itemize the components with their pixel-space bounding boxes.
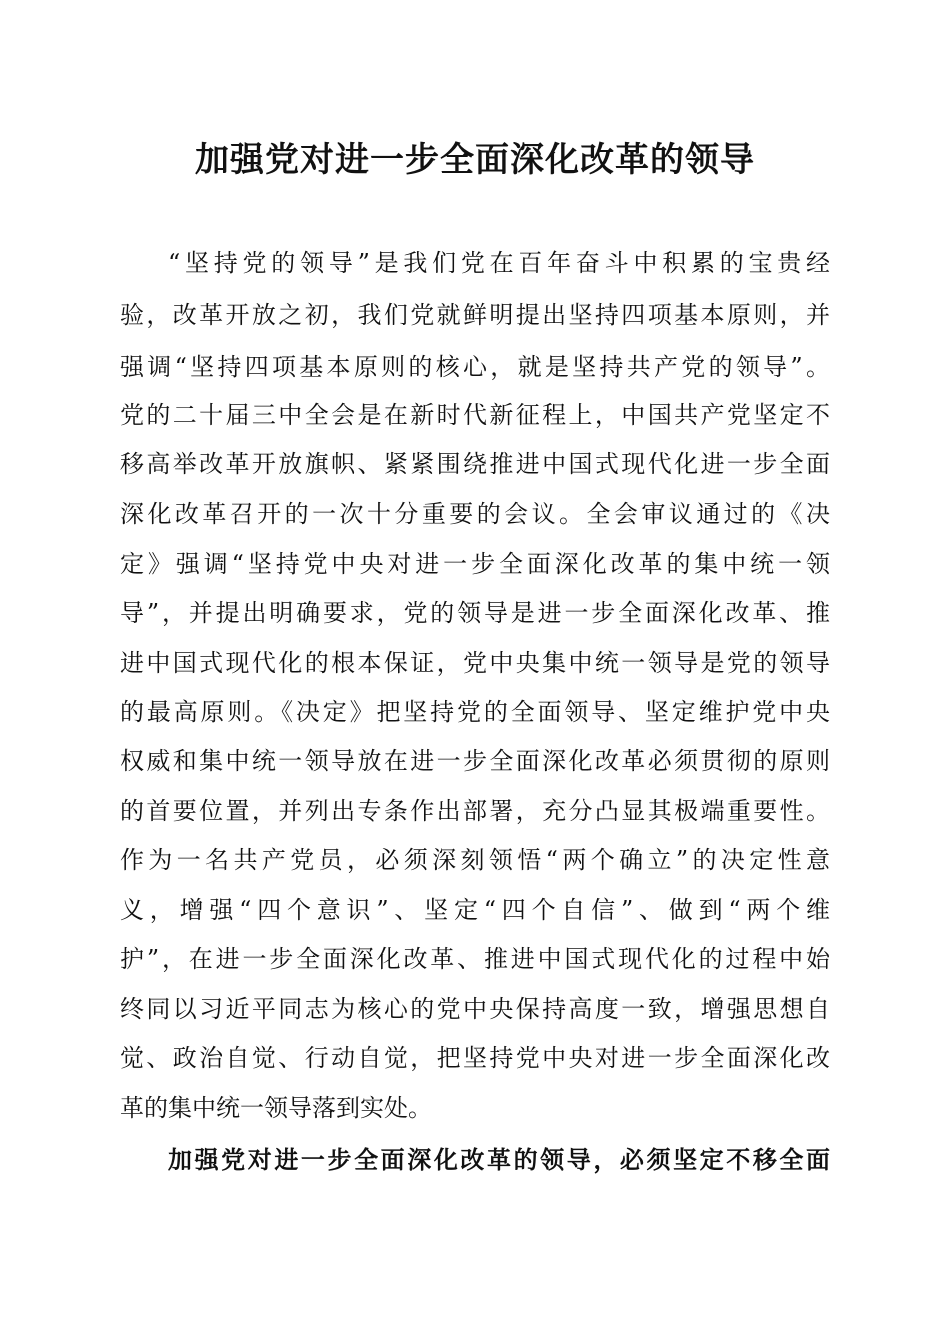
paragraph-heading-line: 加强党对进一步全面深化改革的领导，必须坚定不移全面 (168, 1145, 830, 1174)
paragraph-line: 定》强调“坚持党中央对进一步全面深化改革的集中统一领 (120, 550, 830, 578)
paragraph-line: 的首要位置，并列出专条作出部署，充分凸显其极端重要性。 (120, 797, 830, 825)
paragraph-line: 革的集中统一领导落到实处。 (120, 1094, 432, 1122)
paragraph-line: 导”，并提出明确要求，党的领导是进一步全面深化改革、推 (120, 599, 830, 627)
paragraph-line: 党的二十届三中全会是在新时代新征程上，中国共产党坚定不 (120, 401, 830, 429)
page-title: 加强党对进一步全面深化改革的领导 (195, 140, 755, 180)
paragraph-line: 的最高原则。《决定》把坚持党的全面领导、坚定维护党中央 (120, 698, 830, 726)
paragraph-line: 强调“坚持四项基本原则的核心，就是坚持共产党的领导”。 (120, 353, 830, 381)
paragraph-line: 终同以习近平同志为核心的党中央保持高度一致，增强思想自 (120, 995, 830, 1023)
paragraph-line: 权威和集中统一领导放在进一步全面深化改革必须贯彻的原则 (120, 747, 830, 775)
paragraph-line: 深化改革召开的一次十分重要的会议。全会审议通过的《决 (120, 500, 830, 528)
paragraph-line: 移高举改革开放旗帜、紧紧围绕推进中国式现代化进一步全面 (120, 450, 830, 478)
paragraph-line: 作为一名共产党员，必须深刻领悟“两个确立”的决定性意 (120, 846, 830, 874)
paragraph-line: 进中国式现代化的根本保证，党中央集中统一领导是党的领导 (120, 649, 830, 677)
paragraph-line: “坚持党的领导”是我们党在百年奋斗中积累的宝贵经 (168, 249, 830, 277)
paragraph-line: 义，增强“四个意识”、坚定“四个自信”、做到“两个维 (120, 896, 830, 924)
paragraph-line: 觉、政治自觉、行动自觉，把坚持党中央对进一步全面深化改 (120, 1044, 830, 1072)
paragraph-line: 验，改革开放之初，我们党就鲜明提出坚持四项基本原则，并 (120, 301, 830, 329)
paragraph-line: 护”，在进一步全面深化改革、推进中国式现代化的过程中始 (120, 945, 830, 973)
